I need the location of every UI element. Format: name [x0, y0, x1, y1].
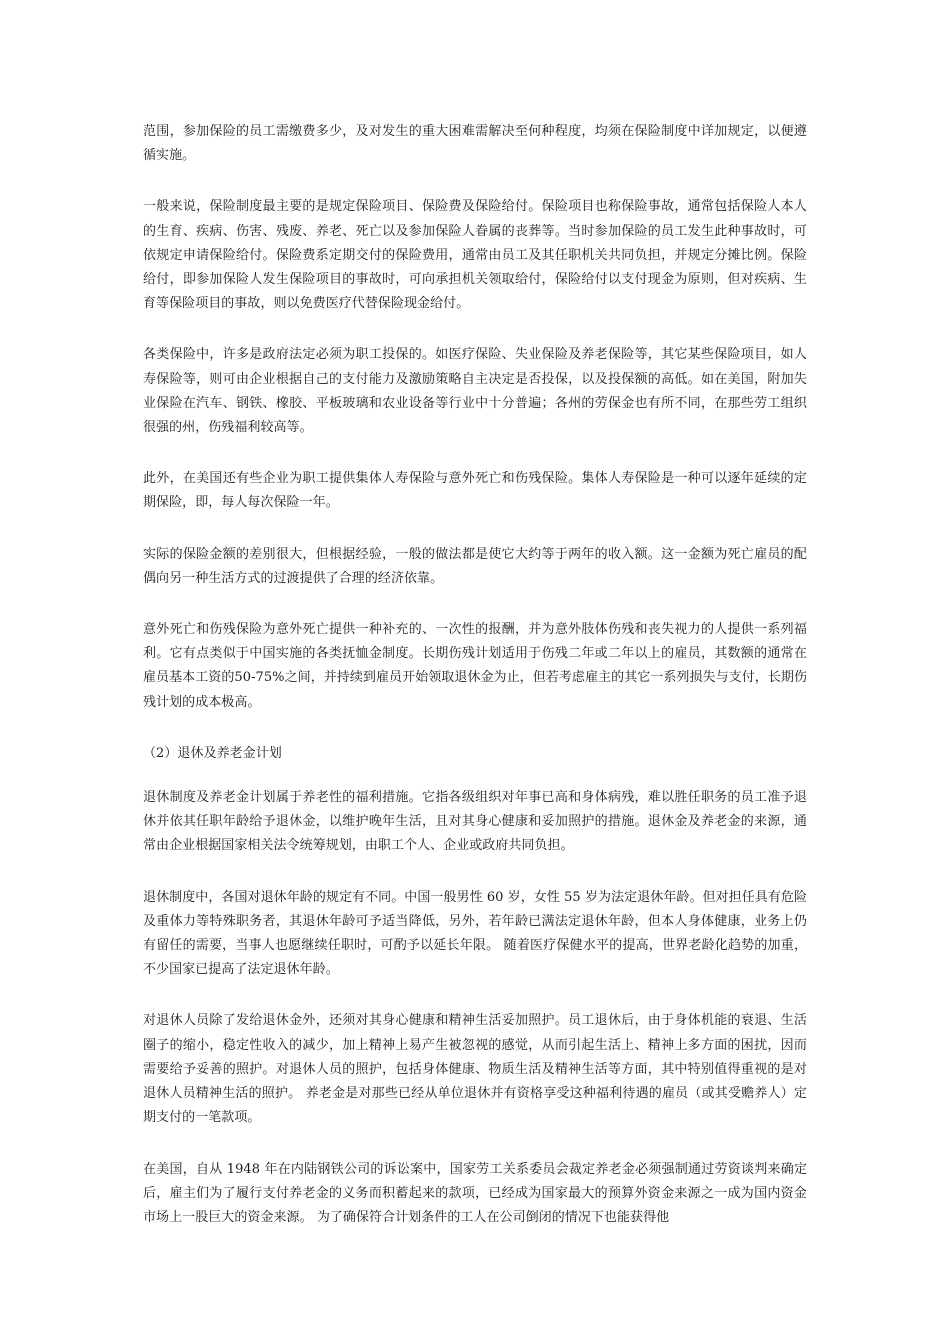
paragraph-us-pension: 在美国，自从 1948 年在内陆钢铁公司的诉讼案中，国家劳工关系委员会裁定养老金必须强制通过劳资谈判来确定后，雇主们为了履行支付养老金的义务而积蓄起来的款项，已经成为国家最大的预算外资金来源之一成为国内资金市场上一股巨大的资金来源。 为了确保符合计划条件的工人在公司倒闭的情况下也能获得他 [143, 1161, 807, 1225]
paragraph-retirement-system: 退休制度及养老金计划属于养老性的福利措施。它指各级组织对年事已高和身体病残，难以胜任职务的员工准予退休并依其任职年龄给予退休金，以维护晚年生活，且对其身心健康和妥加照护的措施。退休金及养老金的来源，通常由企业根据国家相关法令统筹规划，由职工个人、企业或政府共同负担。 [143, 790, 807, 854]
paragraph-retiree-care: 对退休人员除了发给退休金外，还须对其身心健康和精神生活妥加照护。员工退休后，由于身体机能的衰退、生活圈子的缩小，稳定性收入的减少，加上精神上易产生被忽视的感觉，从而引起生活上、精神上多方面的困扰，因而需要给予妥善的照护。对退休人员的照护，包括身体健康、物质生活及精神生活等方面，其中特别值得重视的是对退休人员精神生活的照护。 养老金是对那些已经从单位退休并有资格享受这种福利待遇的雇员（或其受赡养人）定期支付的一笔款项。 [143, 1013, 807, 1126]
paragraph-insurance-amount: 实际的保险金额的差别很大，但根据经验，一般的做法都是使它大约等于两年的收入额。这一金额为死亡雇员的配偶向另一种生活方式的过渡提供了合理的经济依靠。 [143, 546, 807, 586]
paragraph-insurance-types: 各类保险中，许多是政府法定必须为职工投保的。如医疗保险、失业保险及养老保险等，其它某些保险项目，如人寿保险等，则可由企业根据自己的支付能力及激励策略自主决定是否投保，以及投保额的高低。如在美国，附加失业保险在汽车、钢铁、橡胶、平板玻璃和农业设备等行业中十分普遍；各州的劳保金也有所不同，在那些劳工组织很强的州，伤残福利较高等。 [143, 347, 807, 436]
paragraph-accidental-death: 意外死亡和伤残保险为意外死亡提供一种补充的、一次性的报酬，并为意外肢体伤残和丧失视力的人提供一系列福利。它有点类似于中国实施的各类抚恤金制度。长期伤残计划适用于伤残二年或二年以上的雇员，其数额的通常在雇员基本工资的50-75%之间，并持续到雇员开始领取退休金为止，但若考虑雇主的其它一系列损失与支付，长期伤残计划的成本极高。 [143, 622, 807, 710]
paragraph-insurance-scope: 范围，参加保险的员工需缴费多少，及对发生的重大困难需解决至何种程度，均须在保险制度中详加规定，以便遵循实施。 [143, 124, 807, 164]
paragraph-insurance-items: 一般来说，保险制度最主要的是规定保险项目、保险费及保险给付。保险项目也称保险事故，通常包括保险人本人的生育、疾病、伤害、残废、养老、死亡以及参加保险人眷属的丧葬等。当时参加保险的员工发生此种事故时，可依规定申请保险给付。保险费系定期交付的保险费用，通常由员工及其任职机关共同负担，并规定分摊比例。保险给付，即参加保险人发生保险项目的事故时，可向承担机关领取给付，保险给付以支付现金为原则，但对疾病、生育等保险项目的事故，则以免费医疗代替保险现金给付。 [143, 199, 807, 312]
section-heading-retirement: （2）退休及养老金计划 [143, 745, 282, 761]
paragraph-retirement-age: 退休制度中，各国对退休年龄的规定有不同。中国一般男性 60 岁，女性 55 岁为法定退休年龄。但对担任具有危险及重体力等特殊职务者，其退休年龄可予适当降低，另外，若年龄已满法定退休年龄，但本人身体健康，业务上仍有留任的需要，当事人也愿继续任职时，可酌予以延长年限。 随着医疗保健水平的提高，世界老龄化趋势的加重，不少国家已提高了法定退休年龄。 [143, 889, 807, 978]
paragraph-group-life-insurance: 此外，在美国还有些企业为职工提供集体人寿保险与意外死亡和伤残保险。集体人寿保险是一种可以逐年延续的定期保险，即，每人每次保险一年。 [143, 471, 807, 511]
document-page [143, 120, 807, 1257]
